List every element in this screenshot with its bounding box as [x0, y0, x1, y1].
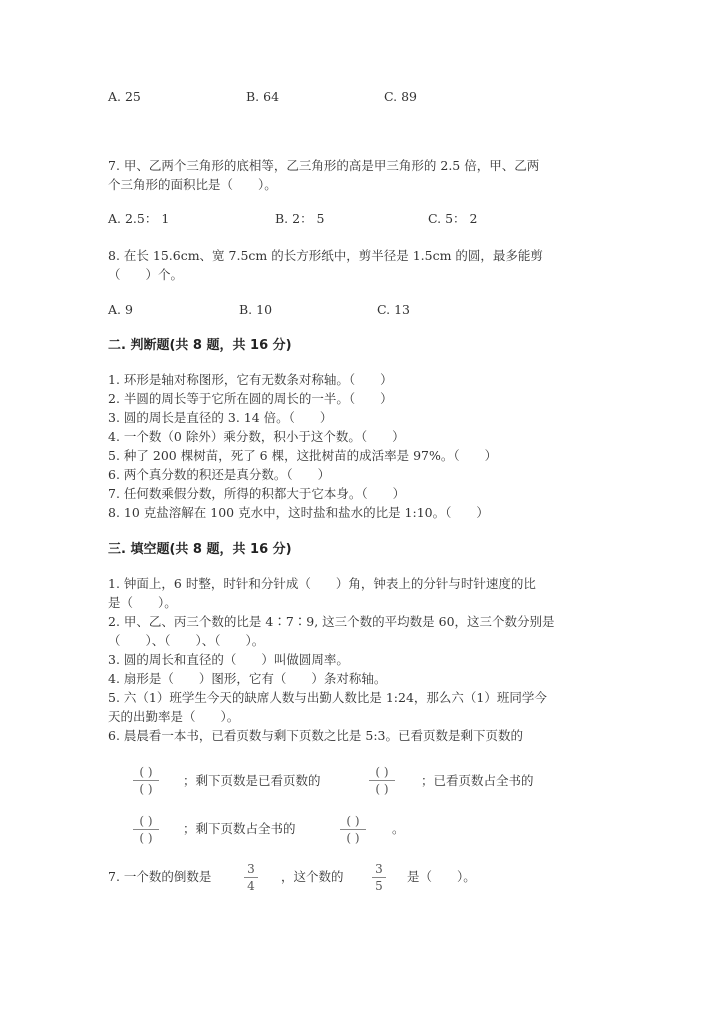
option-b: B. 2： 5	[275, 211, 325, 226]
blank-fraction[interactable]	[133, 765, 159, 796]
denominator-blank: ( )	[139, 782, 153, 796]
option-a: A. 9	[108, 302, 133, 317]
question-text: ，这个数的	[281, 869, 344, 884]
question-text: ；已看页数占全书的	[421, 773, 534, 788]
list-item: 1. 环形是轴对称图形，它有无数条对称轴。（ ）	[108, 372, 393, 387]
blank-fraction[interactable]	[340, 814, 366, 845]
list-item: 6. 两个真分数的积还是真分数。（ ）	[108, 467, 331, 482]
question-text: 是（ ）。	[108, 595, 177, 610]
fraction-3-5	[372, 862, 386, 893]
numerator-blank: ( )	[375, 765, 389, 779]
question-text: 1. 钟面上，6 时整，时针和分针成（ ）角，钟表上的分针与时针速度的比	[108, 576, 536, 591]
numerator-blank: ( )	[346, 814, 360, 828]
question-text: 5. 六（1）班学生今天的缺席人数与出勤人数比是 1:24，那么六（1）班同学今	[108, 690, 547, 705]
question-text: 是（ ）。	[407, 869, 476, 884]
numerator: 3	[375, 862, 383, 876]
numerator: 3	[247, 862, 255, 876]
numerator-blank: ( )	[139, 765, 153, 779]
blank-fraction[interactable]	[133, 814, 159, 845]
question-text: （ ）个。	[108, 267, 184, 282]
denominator-blank: ( )	[375, 782, 389, 796]
numerator-blank: ( )	[139, 814, 153, 828]
blank-fraction[interactable]	[369, 765, 395, 796]
fraction-3-4	[244, 862, 258, 893]
list-item: 5. 种了 200 棵树苗，死了 6 棵，这批树苗的成活率是 97%。（ ）	[108, 448, 498, 463]
denominator: 4	[247, 879, 255, 893]
list-item: 7. 任何数乘假分数，所得的积都大于它本身。（ ）	[108, 486, 406, 501]
list-item: 3. 圆的周长是直径的 3. 14 倍。（ ）	[108, 410, 333, 425]
question-text: ；剩下页数占全书的	[183, 821, 296, 836]
option-c: C. 5： 2	[428, 211, 478, 226]
question-text: 2. 甲、乙、丙三个数的比是 4∶7∶9, 这三个数的平均数是 60，这三个数分别是	[108, 614, 555, 629]
denominator-blank: ( )	[139, 831, 153, 845]
option-a: A. 25	[108, 89, 141, 104]
list-item: 8. 10 克盐溶解在 100 克水中，这时盐和盐水的比是 1:10。（ ）	[108, 505, 489, 520]
list-item: 2. 半圆的周长等于它所在圆的周长的一半。（ ）	[108, 391, 393, 406]
section-heading: 三. 填空题(共 8 题，共 16 分)	[108, 542, 292, 557]
question-text: ；剩下页数是已看页数的	[183, 773, 321, 788]
question-text: 4. 扇形是（ ）图形，它有（ ）条对称轴。	[108, 671, 387, 686]
option-b: B. 64	[246, 89, 280, 104]
list-item: 4. 一个数（0 除外）乘分数，积小于这个数。（ ）	[108, 429, 405, 444]
question-text: 。	[392, 821, 405, 836]
question-text: 6. 晨晨看一本书，已看页数与剩下页数之比是 5:3。已看页数是剩下页数的	[108, 728, 523, 743]
option-c: C. 13	[377, 302, 410, 317]
option-a: A. 2.5： 1	[108, 211, 170, 226]
question-text: 3. 圆的周长和直径的（ ）叫做圆周率。	[108, 652, 349, 667]
section-heading: 二. 判断题(共 8 题，共 16 分)	[108, 338, 292, 353]
question-text: 8. 在长 15.6cm、宽 7.5cm 的长方形纸中，剪半径是 1.5cm 的圆，最多能剪	[108, 248, 543, 263]
denominator: 5	[375, 879, 383, 893]
option-c: C. 89	[384, 89, 417, 104]
option-b: B. 10	[239, 302, 273, 317]
denominator-blank: ( )	[346, 831, 360, 845]
question-text: 7. 一个数的倒数是	[108, 869, 212, 884]
question-text: 天的出勤率是（ ）。	[108, 709, 240, 724]
question-text: 个三角形的面积比是（ ）。	[108, 177, 277, 192]
question-text: 7. 甲、乙两个三角形的底相等，乙三角形的高是甲三角形的 2.5 倍，甲、乙两	[108, 158, 540, 173]
question-text: （ ）、（ ）、（ ）。	[108, 633, 265, 648]
